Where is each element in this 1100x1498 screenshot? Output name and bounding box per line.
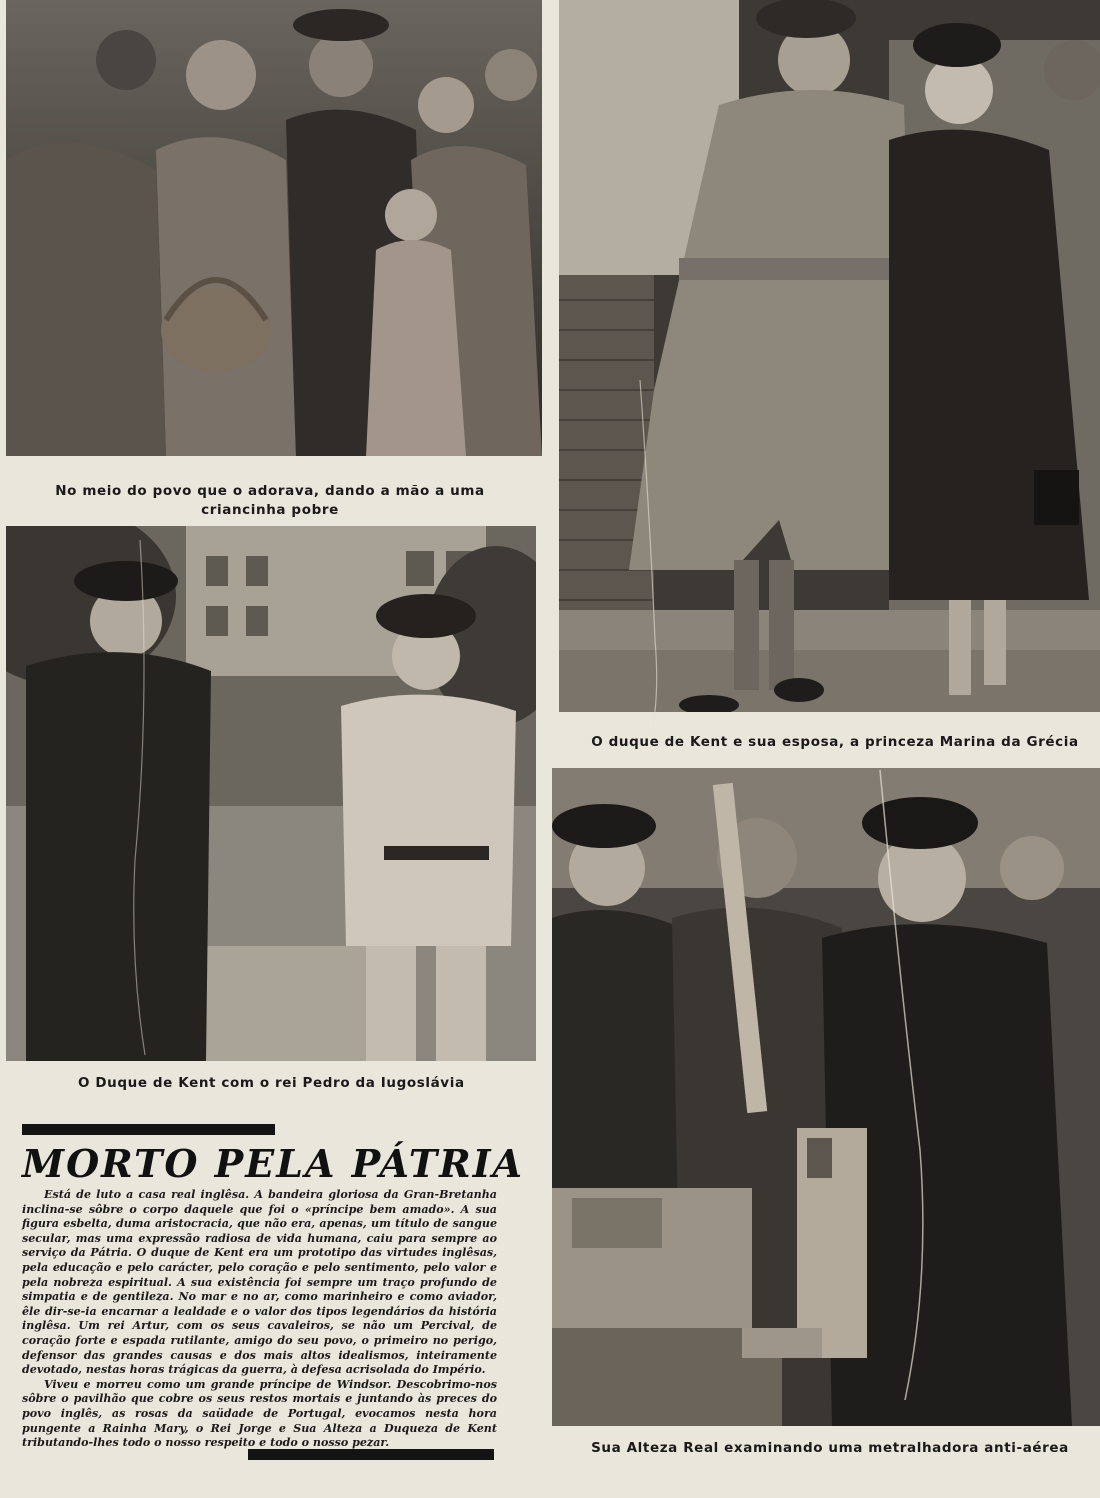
- officers-photo-image: [6, 526, 536, 1061]
- photo-couple: [559, 0, 1100, 712]
- crowd-photo-image: [6, 0, 542, 456]
- article-paragraph-2: Viveu e morreu como um grande príncipe de Windsor. Descobrimo-nos sôbre o pavilhão que cobre os seus restos mortais e juntando às preces do povo inglês, as rosas da saüdade de Portugal, evocamos nesta hora pungente a Rainha Mary, o Rei Jorge e Sua Alteza a Duqueza de Kent tributando-lhes todo o nosso respeito e todo o nosso pezar.: [22, 1377, 497, 1450]
- article-bottom-rule: [248, 1449, 494, 1460]
- couple-photo-image: [559, 0, 1100, 712]
- photo-crowd: [6, 0, 542, 456]
- article-paragraph-1: Está de luto a casa real inglêsa. A bandeira gloriosa da Gran-Bretanha inclina-se sôbre o corpo daquele que foi o «príncipe bem amado». A sua figura esbelta, duma aristocracia, que não era, apenas, um título de sangue secular, mas uma expressão radiosa de vida humana, caiu para sempre ao serviço da Pátria. O duque de Kent era um prototipo das virtudes inglêsas, pela educação e pelo carácter, pelo coração e pelo sentimento, pelo valor e pela nobreza espiritual. A sua existência foi sempre um traço profundo de simpatia e de gentileza. No mar e no ar, como marinheiro e como aviador, êle dir-se-ia encarnar a lealdade e o valor dos tipos legendários da história inglêsa. Um rei Artur, com os seus cavaleiros, se não um Percival, de coração forte e espada rutilante, amigo do seu povo, o primeiro no perigo, defensor das grandes causas e dos mais altos idealismos, inteiramente devotado, nestas horas trágicas da guerra, à defesa acrisolada do Império.: [22, 1188, 497, 1377]
- photo-officers: [6, 526, 536, 1061]
- caption-crowd: No meio do povo que o adorava, dando a mão a uma criancinha pobre: [55, 483, 485, 518]
- caption-machine-gun: Sua Alteza Real examinando uma metralhadora anti-aérea: [591, 1440, 1069, 1456]
- article-body: [22, 1188, 497, 1451]
- article-headline: MORTO PELA PÁTRIA: [22, 1141, 524, 1186]
- photo-machine-gun: [552, 768, 1100, 1426]
- caption-couple: O duque de Kent e sua esposa, a princeza Marina da Grécia: [591, 734, 1079, 750]
- headline-top-rule: [22, 1124, 275, 1135]
- caption-king-pedro: O Duque de Kent com o rei Pedro da Iugoslávia: [78, 1075, 465, 1091]
- machine-gun-photo-image: [552, 768, 1100, 1426]
